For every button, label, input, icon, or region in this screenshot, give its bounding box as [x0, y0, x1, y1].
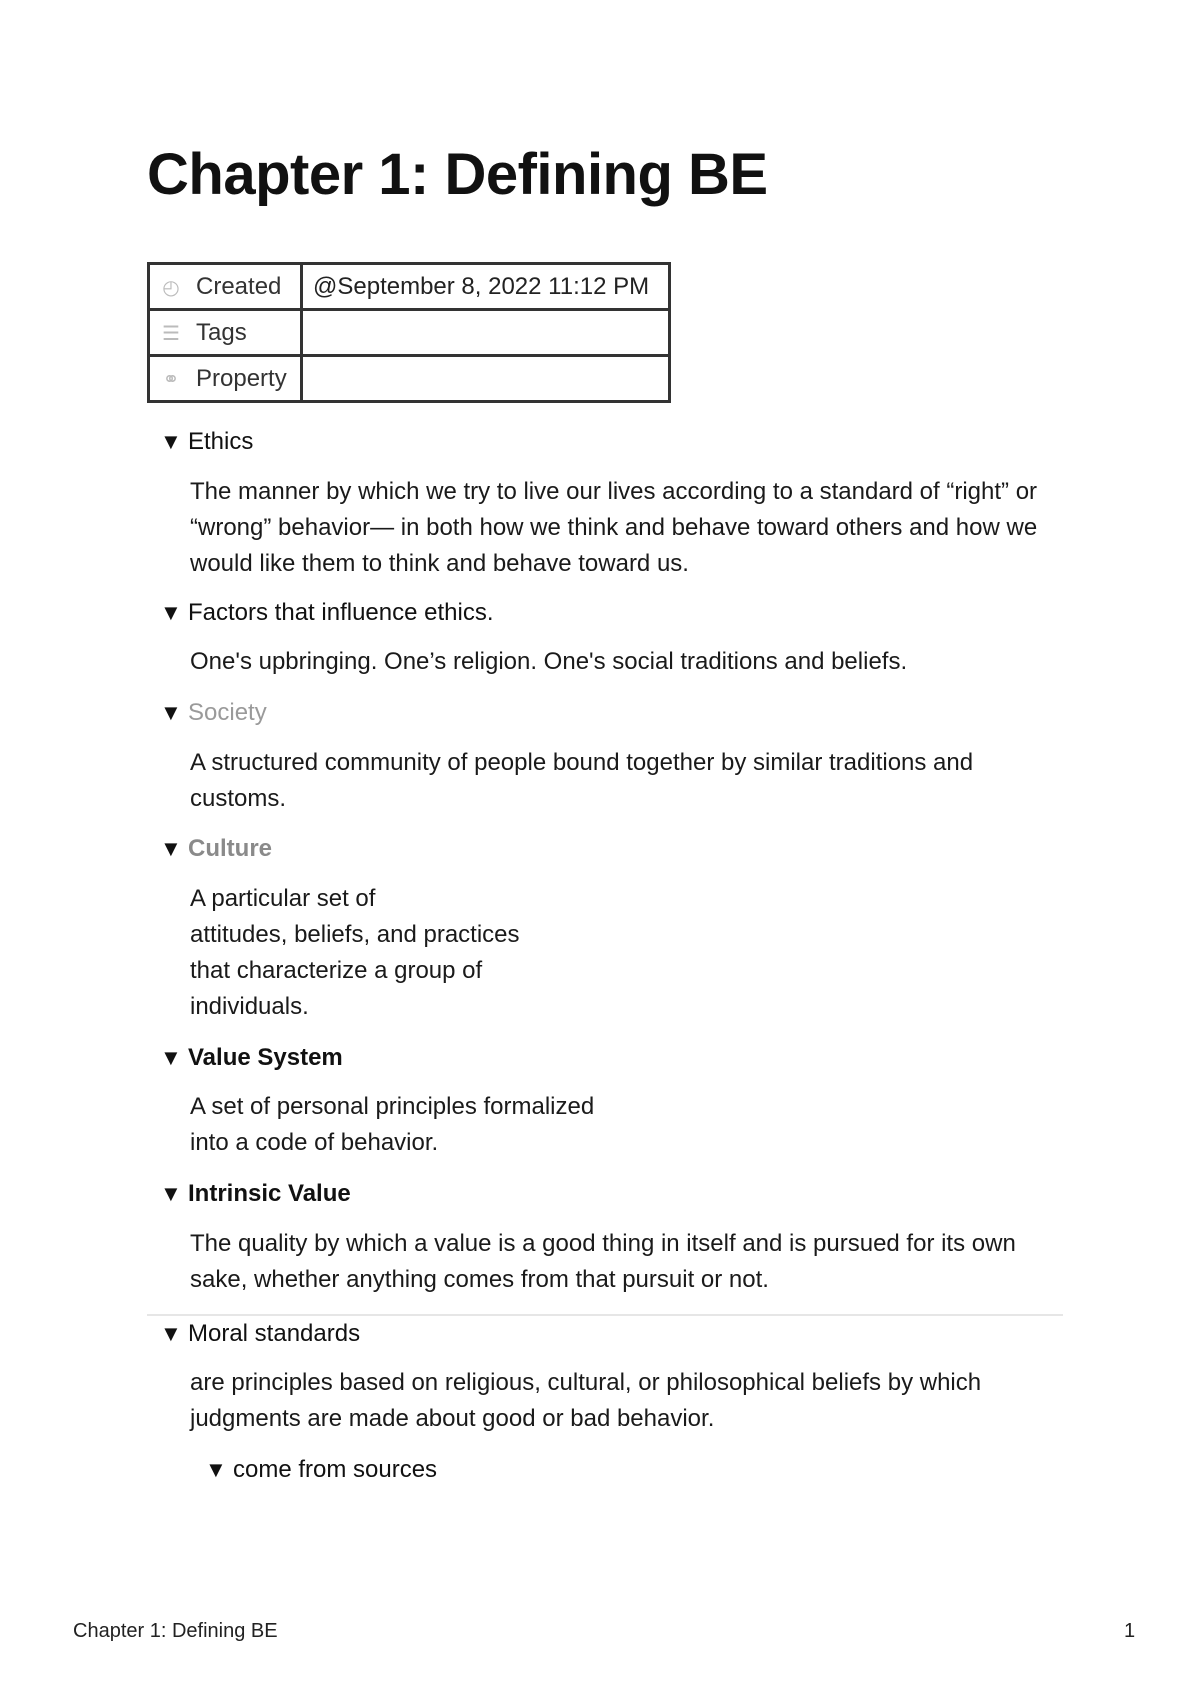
toggle-intrinsic-value[interactable]	[160, 1179, 351, 1209]
toggle-moral-standards[interactable]	[160, 1319, 360, 1349]
properties-table	[147, 262, 671, 403]
toggle-arrow-icon[interactable]: ▼	[160, 836, 182, 861]
toggle-society[interactable]	[160, 698, 267, 728]
toggle-arrow-icon[interactable]: ▼	[160, 1321, 182, 1346]
page-number: 1	[1124, 1620, 1136, 1642]
property-value-tags[interactable]	[302, 310, 670, 356]
property-value-property[interactable]	[302, 356, 670, 402]
property-key-created: Created	[196, 272, 282, 300]
toggle-factors[interactable]	[160, 598, 493, 628]
toggle-arrow-icon[interactable]: ▼	[160, 600, 182, 625]
toggle-body-ethics: The manner by which we try to live our lives according to a standard of “right” or “wrong” behavior— in both how we think and behave toward others and how we would like them to think and behave toward us.	[190, 478, 1038, 577]
clock-icon: ◴	[162, 276, 180, 299]
footer-title: Chapter 1: Defining BE	[73, 1620, 278, 1642]
property-row-created	[149, 264, 670, 310]
divider	[147, 1314, 1063, 1316]
toggle-heading: Moral standards	[188, 1320, 361, 1347]
toggle-ethics[interactable]	[160, 427, 253, 457]
property-row-property	[149, 356, 670, 402]
link-icon: ⚭	[162, 368, 180, 391]
property-key-tags: Tags	[196, 318, 247, 346]
toggle-heading: Society	[188, 699, 267, 726]
toggle-body-value-system: A set of personal principles formalized into a code of behavior.	[190, 1093, 595, 1156]
toggle-arrow-icon[interactable]: ▼	[160, 429, 182, 454]
toggle-heading: Culture	[188, 835, 272, 862]
toggle-body-society: A structured community of people bound together by similar traditions and customs.	[190, 749, 974, 812]
toggle-arrow-icon[interactable]: ▼	[160, 1181, 182, 1206]
property-key-property: Property	[196, 364, 287, 392]
property-value-created[interactable]: @September 8, 2022 11:12 PM	[302, 264, 670, 310]
toggle-body-culture: A particular set of attitudes, beliefs, and practices that characterize a group of individuals.	[190, 885, 520, 1020]
toggle-culture[interactable]	[160, 834, 272, 864]
toggle-heading: Value System	[188, 1044, 343, 1071]
toggle-come-from-sources[interactable]	[205, 1455, 437, 1485]
toggle-heading: Ethics	[188, 428, 254, 455]
toggle-arrow-icon[interactable]: ▼	[160, 700, 182, 725]
toggle-heading: Intrinsic Value	[188, 1180, 351, 1207]
list-icon: ☰	[162, 322, 180, 345]
page-title: Chapter 1: Defining BE	[147, 142, 768, 207]
toggle-heading: come from sources	[233, 1456, 438, 1483]
toggle-value-system[interactable]	[160, 1043, 343, 1073]
toggle-arrow-icon[interactable]: ▼	[160, 1045, 182, 1070]
toggle-body-intrinsic-value: The quality by which a value is a good thing in itself and is pursued for its own sake, whether anything comes from that pursuit or not.	[190, 1230, 1016, 1293]
toggle-heading: Factors that influence ethics.	[188, 599, 494, 626]
toggle-arrow-icon[interactable]: ▼	[205, 1457, 227, 1482]
property-row-tags	[149, 310, 670, 356]
toggle-body-factors: One's upbringing. One’s religion. One's social traditions and beliefs.	[190, 648, 908, 675]
toggle-body-moral-standards: are principles based on religious, cultural, or philosophical beliefs by which judgments are made about good or bad behavior.	[190, 1369, 982, 1432]
